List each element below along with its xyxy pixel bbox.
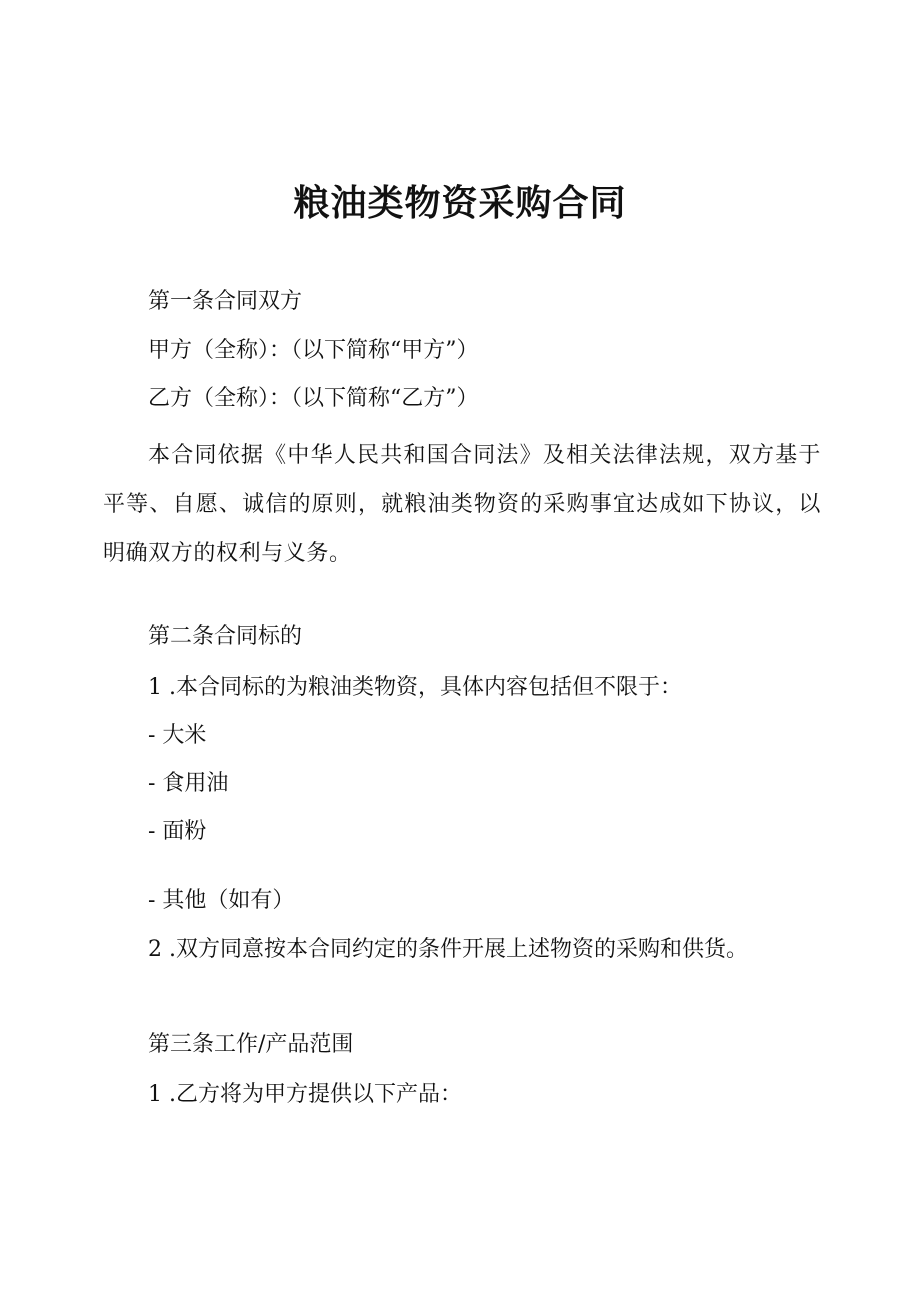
party-a-line: 甲方（全称）：（以下简称“甲方”） xyxy=(148,338,479,363)
article1-body-paragraph: 本合同依据《中华人民共和国合同法》及相关法律法规，双方基于平等、自愿、诚信的原则，就粮油类物资的采购事宜达成如下协议，以明确双方的权利与义务。 xyxy=(103,443,821,566)
list-item-edible-oil: - 食用油 xyxy=(148,771,229,796)
party-b-line: 乙方（全称）：（以下简称“乙方”） xyxy=(148,386,479,411)
article1-heading: 第一条合同双方 xyxy=(148,289,303,314)
article2-heading: 第二条合同标的 xyxy=(148,624,303,649)
article2-item-2: 2 .双方同意按本合同约定的条件开展上述物资的采购和供货。 xyxy=(148,937,748,962)
article3-item-1: 1 .乙方将为甲方提供以下产品： xyxy=(148,1082,462,1107)
list-item-rice: - 大米 xyxy=(148,723,207,748)
list-item-other: - 其他（如有） xyxy=(148,888,295,913)
list-item-flour: - 面粉 xyxy=(148,819,207,844)
article3-heading: 第三条工作/产品范围 xyxy=(148,1032,354,1057)
article2-item-1: 1 .本合同标的为粮油类物资，具体内容包括但不限于： xyxy=(148,675,682,700)
document-title: 粮油类物资采购合同 xyxy=(293,183,627,224)
